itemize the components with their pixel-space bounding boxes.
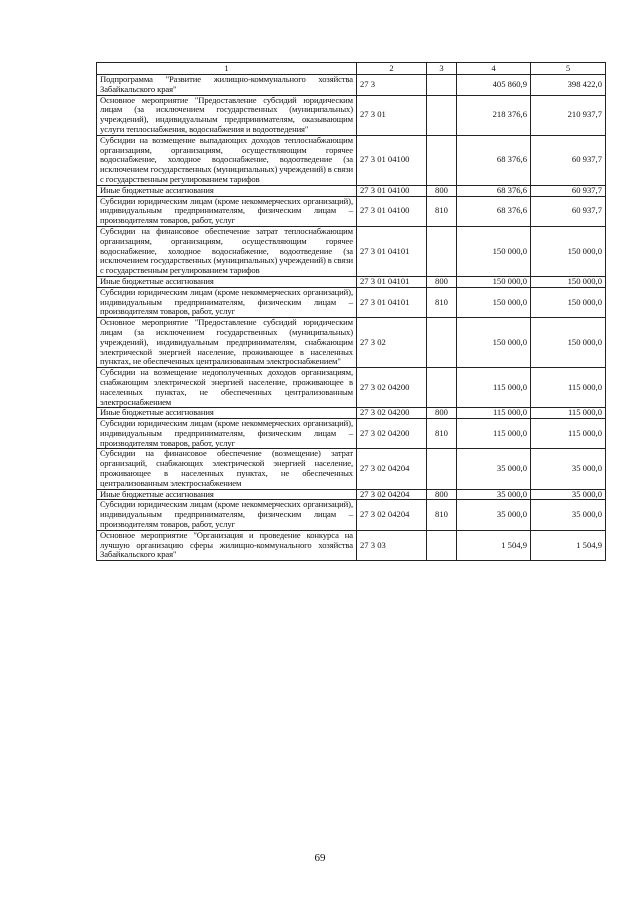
amount-year-2: 398 422,0 [531,75,606,96]
table-row [97,449,606,489]
table-row [97,276,606,287]
row-name-cell: Субсидии юридическим лицам (кроме некоммерческих организаций), индивидуальным предпринимателям, физическим лицам – производителям товаров, работ, услуг [97,419,357,449]
table-row [97,368,606,408]
target-article-code: 27 3 01 04101 [357,226,427,276]
amount-year-1: 35 000,0 [457,489,531,500]
page-number: 69 [314,852,326,864]
expense-type-code: 800 [427,489,457,500]
amount-year-2: 150 000,0 [531,287,606,317]
column-header: 2 [357,63,427,75]
amount-year-2: 150 000,0 [531,318,606,368]
amount-year-2: 210 937,7 [531,95,606,135]
target-article-code: 27 3 02 [357,318,427,368]
table-row [97,95,606,135]
target-article-code: 27 3 02 04204 [357,500,427,530]
expense-type-code: 800 [427,185,457,196]
target-article-code: 27 3 01 04100 [357,135,427,185]
expense-type-code: 810 [427,419,457,449]
expense-type-code [427,135,457,185]
expense-type-code [427,226,457,276]
target-article-code: 27 3 02 04204 [357,489,427,500]
target-article-code: 27 3 03 [357,530,427,560]
amount-year-2: 150 000,0 [531,226,606,276]
amount-year-1: 35 000,0 [457,449,531,489]
amount-year-1: 1 504,9 [457,530,531,560]
row-name-cell: Подпрограмма "Развитие жилищно-коммунального хозяйства Забайкальского края" [97,75,357,96]
amount-year-1: 150 000,0 [457,226,531,276]
row-name-cell: Субсидии на финансовое обеспечение (возмещение) затрат организаций, снабжающих электрической энергией население, проживающее в населенных пунктах, не обеспеченных централизованным электроснабжением [97,449,357,489]
expense-type-code: 800 [427,408,457,419]
row-name-cell: Основное мероприятие "Организация и проведение конкурса на лучшую организацию сферы жилищно-коммунального хозяйства Забайкальского края" [97,530,357,560]
table-row [97,419,606,449]
row-name-cell: Субсидии юридическим лицам (кроме некоммерческих организаций), индивидуальным предпринимателям, физическим лицам – производителям товаров, работ, услуг [97,287,357,317]
row-name-cell: Субсидии юридическим лицам (кроме некоммерческих организаций), индивидуальным предпринимателям, физическим лицам – производителям товаров, работ, услуг [97,196,357,226]
target-article-code: 27 3 01 04101 [357,276,427,287]
amount-year-1: 150 000,0 [457,287,531,317]
amount-year-2: 60 937,7 [531,135,606,185]
column-header: 1 [97,63,357,75]
row-name-cell: Основное мероприятие "Предоставление субсидий юридическим лицам (за исключением государственных (муниципальных) учреждений), индивидуальным предпринимателям, снабжающим электрической энергией население, проживающее в населенных пунктах, не обеспеченных централизованным электроснабжением" [97,318,357,368]
amount-year-2: 1 504,9 [531,530,606,560]
expense-type-code: 800 [427,276,457,287]
expense-type-code [427,530,457,560]
row-name-cell: Субсидии на возмещение выпадающих доходов теплоснабжающим организациям, организациям, осуществляющим горячее водоснабжение, холодное водоснабжение, водоотведение (за исключением государственных (муниципальных) учреждений) в связи с государственным регулированием тарифов [97,135,357,185]
amount-year-1: 405 860,9 [457,75,531,96]
amount-year-2: 60 937,7 [531,196,606,226]
table-row [97,287,606,317]
expense-type-code: 810 [427,196,457,226]
expense-type-code [427,95,457,135]
table-row [97,226,606,276]
target-article-code: 27 3 01 04100 [357,185,427,196]
table-row [97,75,606,96]
amount-year-2: 115 000,0 [531,408,606,419]
table-row [97,530,606,560]
amount-year-2: 115 000,0 [531,419,606,449]
expense-type-code: 810 [427,287,457,317]
table-row [97,196,606,226]
amount-year-2: 35 000,0 [531,449,606,489]
table-header-row [97,63,606,75]
column-header: 4 [457,63,531,75]
amount-year-1: 115 000,0 [457,419,531,449]
amount-year-2: 35 000,0 [531,489,606,500]
expense-type-code [427,75,457,96]
amount-year-1: 115 000,0 [457,368,531,408]
budget-table [96,62,606,561]
amount-year-1: 150 000,0 [457,318,531,368]
row-name-cell: Иные бюджетные ассигнования [97,185,357,196]
amount-year-2: 35 000,0 [531,500,606,530]
amount-year-1: 68 376,6 [457,196,531,226]
target-article-code: 27 3 01 04100 [357,196,427,226]
target-article-code: 27 3 [357,75,427,96]
row-name-cell: Иные бюджетные ассигнования [97,276,357,287]
amount-year-2: 115 000,0 [531,368,606,408]
target-article-code: 27 3 01 [357,95,427,135]
row-name-cell: Иные бюджетные ассигнования [97,408,357,419]
target-article-code: 27 3 01 04101 [357,287,427,317]
table-row [97,500,606,530]
row-name-cell: Основное мероприятие "Предоставление субсидий юридическим лицам (за исключением государственных (муниципальных) учреждений), индивидуальным предпринимателям, оказывающим услуги теплоснабжения, водоснабжения и водоотведения" [97,95,357,135]
row-name-cell: Субсидии юридическим лицам (кроме некоммерческих организаций), индивидуальным предпринимателям, физическим лицам – производителям товаров, работ, услуг [97,500,357,530]
amount-year-1: 115 000,0 [457,408,531,419]
expense-type-code: 810 [427,500,457,530]
table-row [97,318,606,368]
amount-year-1: 150 000,0 [457,276,531,287]
expense-type-code [427,368,457,408]
row-name-cell: Субсидии на финансовое обеспечение затрат теплоснабжающим организациям, организациям, осуществляющим горячее водоснабжение, холодное водоснабжение, водоотведение (за исключением государственных (муниципальных) учреждений) в связи с государственным регулированием тарифов [97,226,357,276]
amount-year-1: 35 000,0 [457,500,531,530]
amount-year-1: 218 376,6 [457,95,531,135]
target-article-code: 27 3 02 04200 [357,408,427,419]
column-header: 3 [427,63,457,75]
target-article-code: 27 3 02 04204 [357,449,427,489]
amount-year-2: 150 000,0 [531,276,606,287]
row-name-cell: Иные бюджетные ассигнования [97,489,357,500]
row-name-cell: Субсидии на возмещение недополученных доходов организациям, снабжающим электрической энергией население, проживающее в населенных пунктах, не обеспеченных централизованным электроснабжением [97,368,357,408]
amount-year-1: 68 376,6 [457,135,531,185]
column-header: 5 [531,63,606,75]
target-article-code: 27 3 02 04200 [357,419,427,449]
target-article-code: 27 3 02 04200 [357,368,427,408]
expense-type-code [427,318,457,368]
table-row [97,185,606,196]
table-row [97,408,606,419]
expense-type-code [427,449,457,489]
amount-year-1: 68 376,6 [457,185,531,196]
table-row [97,135,606,185]
amount-year-2: 60 937,7 [531,185,606,196]
table-row [97,489,606,500]
